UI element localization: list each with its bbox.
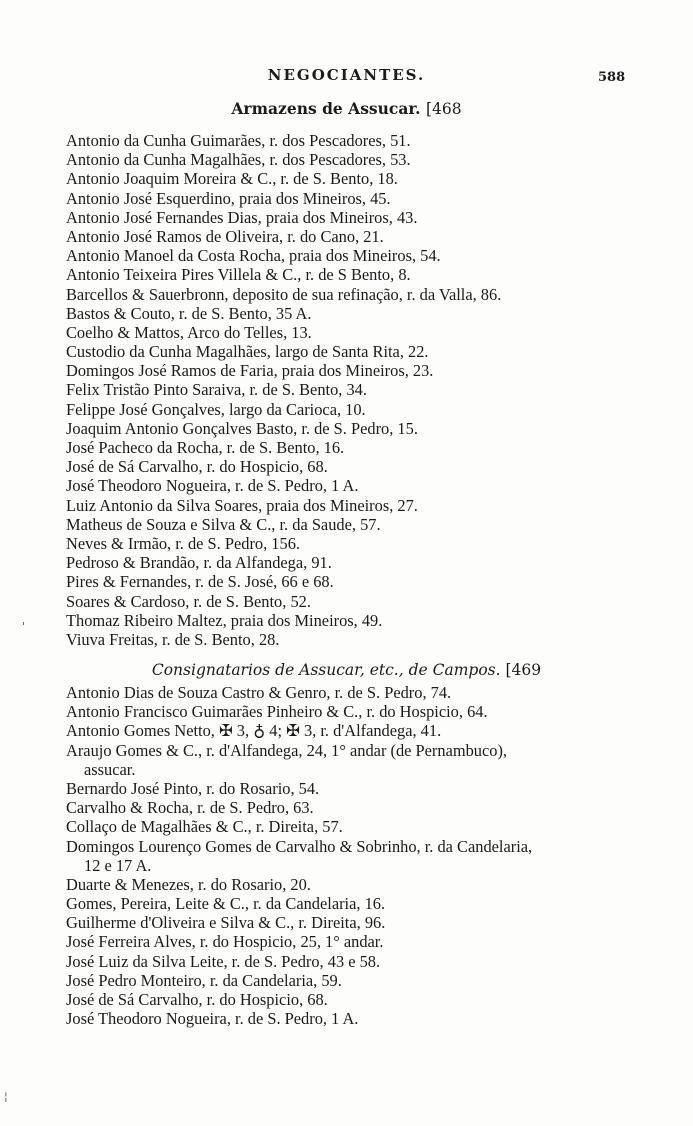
list-item: Araujo Gomes & C., r. d'Alfandega, 24, 1° andar (de Pernambuco), [66,740,508,760]
list-item: Antonio Francisco Guimarães Pinheiro & C., r. do Hospicio, 64. [66,702,488,722]
list-item: Antonio Dias de Souza Castro & Genro, r. de S. Pedro, 74. [66,683,452,702]
section-ref: [469 [505,661,542,679]
section-ref: [468 [425,100,462,118]
list-item-continuation: assucar. [84,759,136,779]
list-item: Bernardo José Pinto, r. do Rosario, 54. [66,778,320,798]
list-item: Antonio Gomes Netto, ✠ 3, ♁ 4; ✠ 3, r. d'Alfandega, 41. [66,721,442,741]
list-item: José Pedro Monteiro, r. da Candelaria, 59. [66,970,342,990]
list-item: José Theodoro Nogueira, r. de S. Pedro, 1 A. [66,476,359,496]
list-item: Antonio Joaquim Moreira & C., r. de S. Bento, 18. [66,169,398,189]
list-item: Collaço de Magalhães & C., r. Direita, 57. [66,817,343,837]
list-item: Matheus de Souza e Silva & C., r. da Saude, 57. [66,514,381,534]
list-item: Pires & Fernandes, r. de S. José, 66 e 68. [66,572,334,592]
list-item: Antonio da Cunha Magalhães, r. dos Pescadores, 53. [66,150,411,170]
list-item-continuation: 12 e 17 A. [84,855,152,875]
list-item: Antonio Manoel da Costa Rocha, praia dos Mineiros, 54. [66,246,441,266]
list-item: Antonio José Fernandes Dias, praia dos Mineiros, 43. [66,207,418,227]
list-item: José Theodoro Nogueira, r. de S. Pedro, 1 A. [66,1009,359,1029]
list-item: Guilherme d'Oliveira e Silva & C., r. Direita, 96. [66,913,386,933]
list-item: José Luiz da Silva Leite, r. de S. Pedro, 43 e 58. [66,951,381,971]
list-item: José de Sá Carvalho, r. do Hospicio, 68. [66,457,328,477]
list-item: Soares & Cardoso, r. de S. Bento, 52. [66,591,311,611]
entry-list-consignatarios [66,683,672,1028]
list-item: Antonio Teixeira Pires Villela & C., r. de S Bento, 8. [66,265,411,285]
running-title: NEGOCIANTES. [267,66,426,84]
section-title: Armazens de Assucar. [231,99,421,118]
list-item: Coelho & Mattos, Arco do Telles, 13. [66,322,312,342]
list-item: Antonio da Cunha Guimarães, r. dos Pescadores, 51. [66,131,411,150]
list-item: Domingos José Ramos de Faria, praia dos Mineiros, 23. [66,361,434,381]
list-item: Felippe José Gonçalves, largo da Carioca, 10. [66,399,366,419]
list-item: Bastos & Couto, r. de S. Bento, 35 A. [66,303,312,323]
list-item: Antonio José Ramos de Oliveira, r. do Cano, 21. [66,226,384,246]
list-item: Barcellos & Sauerbronn, deposito de sua refinação, r. da Valla, 86. [66,284,502,304]
list-item: Pedroso & Brandão, r. da Alfandega, 91. [66,553,332,573]
margin-mark: ' [22,620,26,633]
list-item: Joaquim Antonio Gonçalves Basto, r. de S. Pedro, 15. [66,418,418,438]
page-number: 588 [598,70,626,85]
list-item: José de Sá Carvalho, r. do Hospicio, 68. [66,990,328,1009]
section-title: Consignatarios de Assucar, etc., de Campos. [151,661,501,679]
list-item: Custodio da Cunha Magalhães, largo de Santa Rita, 22. [66,342,429,362]
margin-mark: ¦ [4,1090,8,1103]
list-item: José Pacheco da Rocha, r. de S. Bento, 16. [66,438,345,457]
list-item: Luiz Antonio da Silva Soares, praia dos Mineiros, 27. [66,495,418,515]
section-heading-consignatarios [0,661,693,679]
entry-list-armazens [66,131,672,649]
list-item: Viuva Freitas, r. de S. Bento, 28. [66,629,280,649]
list-item: Felix Tristão Pinto Saraiva, r. de S. Bento, 34. [66,380,367,400]
list-item: Antonio José Esquerdino, praia dos Mineiros, 45. [66,188,391,208]
list-item: Neves & Irmão, r. de S. Pedro, 156. [66,533,300,553]
list-item: Duarte & Menezes, r. do Rosario, 20. [66,874,311,894]
list-item: Domingos Lourenço Gomes de Carvalho & Sobrinho, r. da Candelaria, [66,836,533,856]
list-item: José Ferreira Alves, r. do Hospicio, 25, 1° andar. [66,932,384,952]
list-item: Carvalho & Rocha, r. de S. Pedro, 63. [66,798,314,818]
list-item: Gomes, Pereira, Leite & C., r. da Candelaria, 16. [66,894,386,914]
section-heading-armazens [0,99,693,118]
list-item: Thomaz Ribeiro Maltez, praia dos Mineiros, 49. [66,610,383,630]
